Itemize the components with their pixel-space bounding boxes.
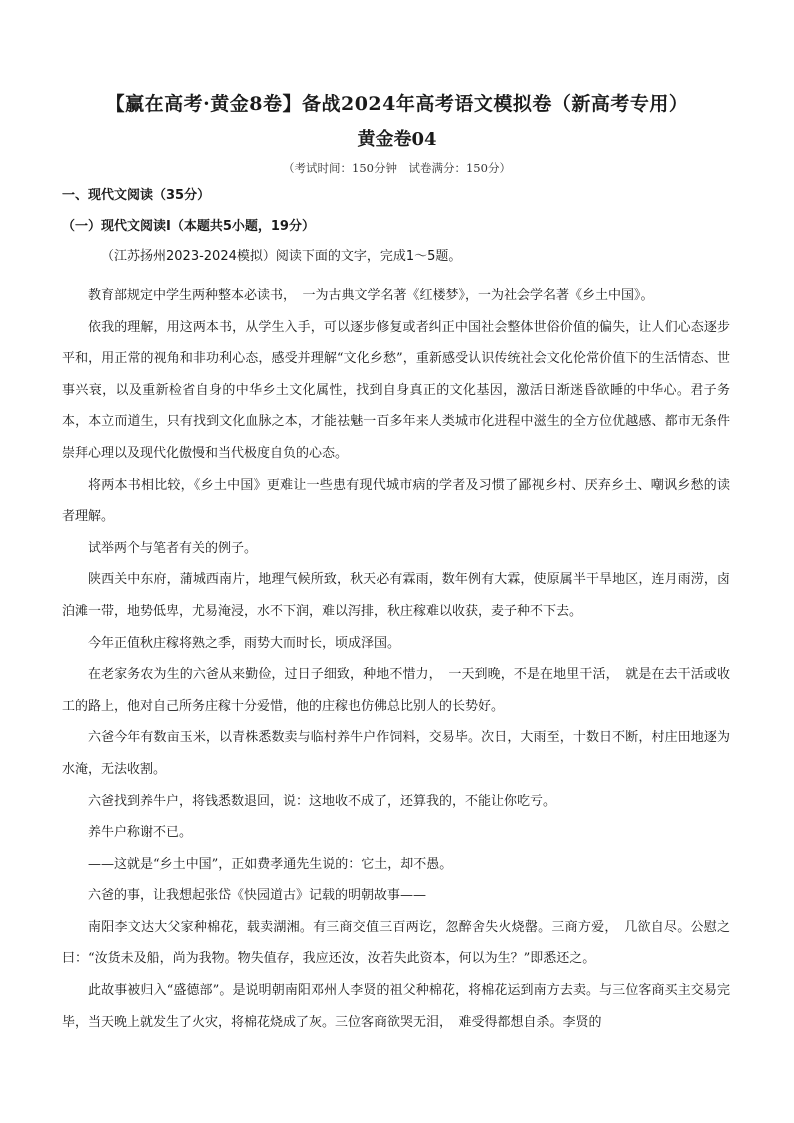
- passage-paragraph: 试举两个与笔者有关的例子。: [88, 540, 258, 556]
- passage-paragraph: 南阳李文达大父家种棉花，载卖湖湘。有三商交值三百两讫，忽醉舍失火烧罄。三商方爱， 几欲自尽。公慰之曰：“汝货未及船，尚为我物。物失值存，我应还汝，汝若失此资本，何以为生？”即悉还之。: [62, 919, 730, 967]
- reading-passage: [62, 280, 730, 1038]
- passage-paragraph: 教育部规定中学生两种整本必读书， 一为古典文学名著《红楼梦》，一为社会学名著《乡土中国》。: [88, 288, 654, 303]
- passage-paragraph: 今年正值秋庄稼将熟之季，雨势大而时长，顷成泽国。: [88, 635, 401, 651]
- passage-paragraph: 陕西关中东府，蒲城西南片，地理气候所致，秋天必有霖雨，数年例有大霖，使原属半干旱地区，连月雨涝，卤泊滩一带，地势低卑，尤易淹浸，水不下润，难以泻排，秋庄稼难以收获，麦子种不下去。: [62, 572, 730, 619]
- passage-paragraph: 六爸找到养牛户，将钱悉数退回，说：这地收不成了，还算我的，不能让你吃亏。: [88, 793, 557, 809]
- reading-instructions: （江苏扬州2023-2024模拟）阅读下面的文字，完成1～5题。: [101, 249, 462, 264]
- passage-paragraph: 养牛户称谢不已。: [88, 825, 193, 841]
- document-subtitle: 黄金卷04: [357, 129, 437, 150]
- passage-paragraph: 六爸今年有数亩玉米，以青株悉数卖与临村养牛户作饲料，交易毕。次日，大雨至，十数日不断，村庄田地逐为水淹，无法收割。: [62, 730, 730, 777]
- document-title: 【赢在高考·黄金8卷】备战2024年高考语文模拟卷（新高考专用）: [105, 93, 689, 115]
- passage-paragraph: 此故事被归入“盛德部”。是说明朝南阳邓州人李贤的祖父种棉花，将棉花运到南方去卖。与三位客商买主交易完毕，当天晚上就发生了火灾，将棉花烧成了灰。三位客商欲哭无泪， 难受得都想自杀。李贤的: [62, 983, 730, 1030]
- section-heading: 一、现代文阅读（35分）: [62, 188, 211, 203]
- passage-paragraph: ——这就是“乡土中国”，正如费孝通先生说的：它土，却不愚。: [88, 856, 453, 872]
- passage-paragraph: 依我的理解，用这两本书，从学生入手，可以逐步修复或者纠正中国社会整体世俗价值的偏失，让人们心态逐步平和，用正常的视角和非功利心态，感受并理解“文化乡愁”，重新感受认识传统社会文化伦常价值下的生活情态、世事兴衰，以及重新检省自身的中华乡土文化属性，找到自身真正的文化基因，激活日渐迷昏欲睡的中华心。君子务本，本立而道生，只有找到文化血脉之本，才能祛魅一百多年来人类城市化进程中滋生的全方位优越感、都市无条件崇拜心理以及现代化傲慢和当代极度自负的心态。: [62, 319, 730, 461]
- passage-paragraph: 在老家务农为生的六爸从来勤俭，过日子细致，种地不惜力， 一天到晚，不是在地里干活， 就是在去干活或收工的路上，他对自己所务庄稼十分爱惜，他的庄稼也仿佛总比别人的长势好。: [62, 667, 730, 714]
- subsection-heading: （一）现代文阅读Ⅰ（本题共5小题，19分）: [62, 219, 315, 234]
- passage-paragraph: 六爸的事，让我想起张岱《快园道古》记载的明朝故事——: [88, 888, 427, 904]
- exam-info: （考试时间：150分钟 试卷满分：150分）: [283, 161, 511, 175]
- passage-paragraph: 将两本书相比较，《乡土中国》更难让一些患有现代城市病的学者及习惯了鄙视乡村、厌弃乡土、嘲讽乡愁的读者理解。: [62, 477, 730, 525]
